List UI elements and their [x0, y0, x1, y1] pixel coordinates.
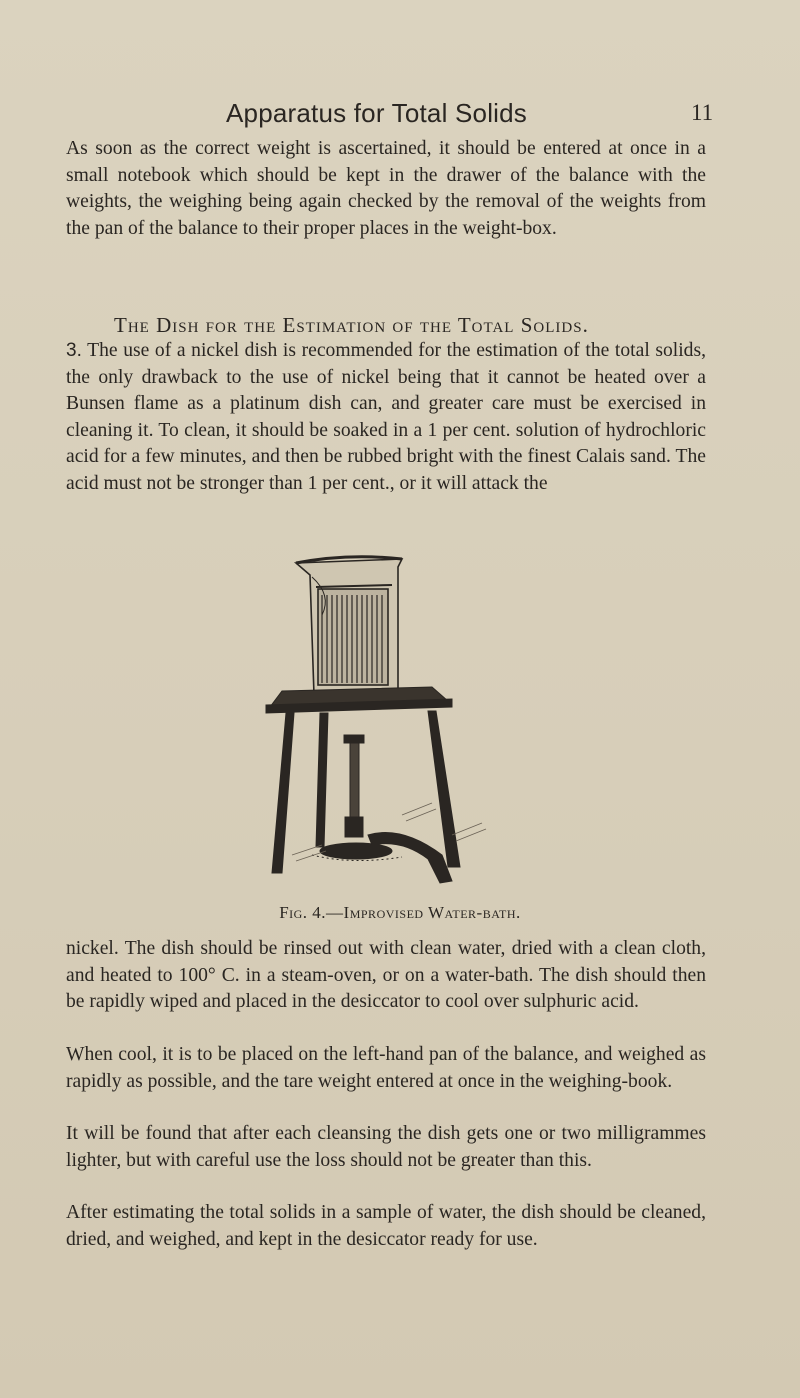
- page-number: 11: [691, 100, 714, 125]
- water-bath-illustration: [252, 555, 514, 895]
- section-text: The use of a nickel dish is recommended for the estimation of the total solids, the only drawback to the use of nickel being that it cannot be heated over a Bunsen flame as a platinum dish can, and greater care must be exercised in cleaning it. To clean, it should be soaked in a 1 per cent. solution of hydrochloric acid for a few minutes, and then be rubbed bright with the finest Calais sand. The acid must not be stronger than 1 per cent., or it will attack the: [66, 340, 707, 494]
- paragraph-after-figure-2: When cool, it is to be placed on the left-hand pan of the balance, and weighed as rapidly as possible, and the tare weight entered at once in the weighing-book.: [66, 1044, 706, 1092]
- paragraph-section-3: [66, 338, 706, 498]
- bunsen-burner-drawing: [312, 735, 452, 883]
- paragraph-after-figure-4: After estimating the total solids in a sample of water, the dish should be cleaned, dried, and weighed, and kept in the desiccator ready for use.: [66, 1202, 706, 1250]
- paragraph-after-figure-1: nickel. The dish should be rinsed out with clean water, dried with a clean cloth, and heated to 100° C. in a steam-oven, or on a water-bath. The dish should then be rapidly wiped and placed in the desiccator to cool over sulphuric acid.: [66, 938, 706, 1013]
- section-number: 3.: [66, 340, 82, 361]
- beaker-drawing: [296, 557, 402, 695]
- paragraph-intro: As soon as the correct weight is ascertained, it should be entered at once in a small notebook which should be kept in the drawer of the balance with the weights, the weighing being again checked by the removal of the weights from the pan of the balance to their proper places in the weight-box.: [66, 138, 706, 239]
- paragraph-after-figure-3: It will be found that after each cleansing the dish gets one or two milligrammes lighter, but with careful use the loss should not be greater than this.: [66, 1123, 706, 1171]
- section-heading: The Dish for the Estimation of the Total Solids.: [114, 313, 589, 337]
- running-head: Apparatus for Total Solids: [226, 98, 528, 128]
- figure-caption: Fig. 4.—Improvised Water-bath.: [279, 903, 521, 922]
